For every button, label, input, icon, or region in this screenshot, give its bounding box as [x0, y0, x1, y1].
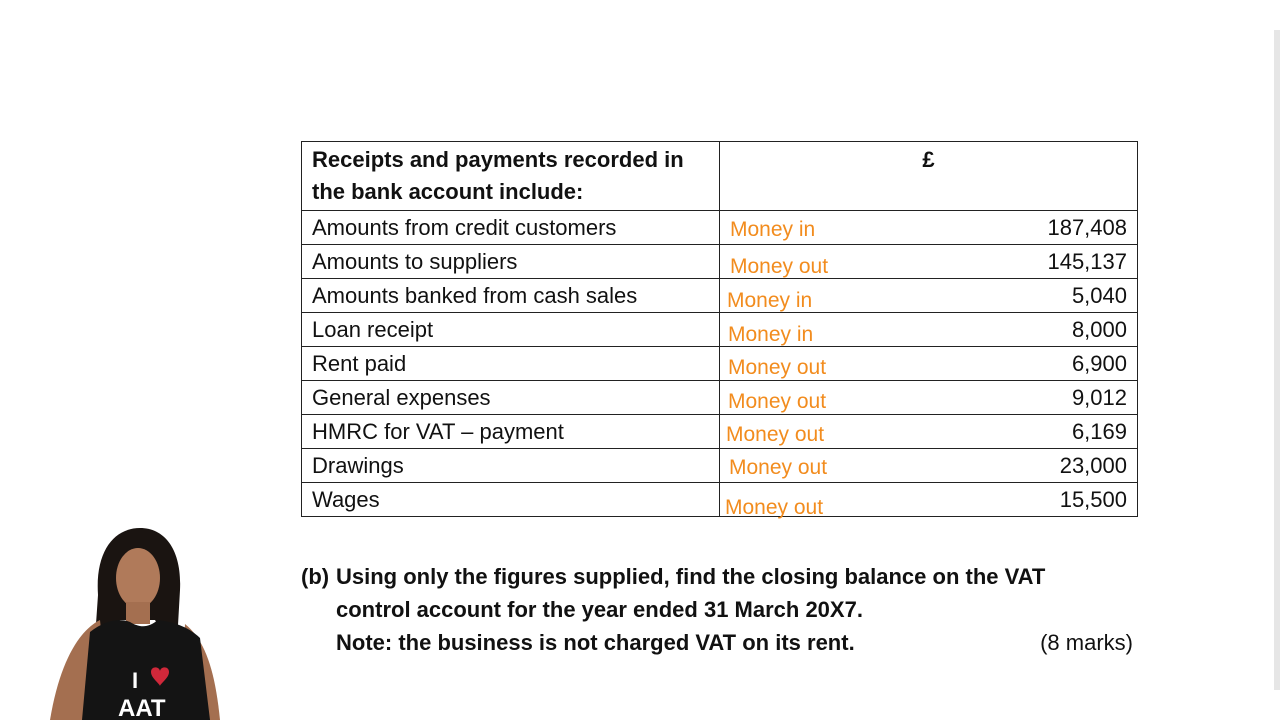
money-annotation: Money out [729, 456, 828, 479]
money-annotation: Money out [725, 496, 824, 519]
row-amount: 15,500 [1059, 487, 1127, 512]
scrollbar[interactable] [1274, 30, 1280, 690]
row-amount: 187,408 [1047, 215, 1127, 240]
row-amount: 6,169 [1071, 419, 1127, 444]
row-amount: 5,040 [1071, 283, 1127, 308]
money-annotation: Money in [727, 289, 813, 312]
money-annotation: Money in [728, 323, 814, 346]
money-annotation: Money out [728, 390, 827, 413]
row-amount: 23,000 [1059, 453, 1127, 478]
table-row [302, 415, 1138, 449]
table-row [302, 313, 1138, 347]
row-amount-cell [720, 381, 1138, 415]
table-row [302, 449, 1138, 483]
row-description: Rent paid [302, 347, 720, 381]
row-description: Loan receipt [302, 313, 720, 347]
row-amount-cell [720, 449, 1138, 483]
table-row [302, 211, 1138, 245]
row-amount-cell [720, 245, 1138, 279]
row-amount-cell [720, 415, 1138, 449]
row-description: Amounts banked from cash sales [302, 279, 720, 313]
question-line-1: Using only the figures supplied, find the closing balance on the VAT [336, 564, 1046, 589]
svg-text:AAT: AAT [118, 695, 166, 720]
money-annotation: Money in [730, 218, 816, 241]
row-description: Amounts to suppliers [302, 245, 720, 279]
row-description: Wages [302, 483, 720, 517]
question-note: Note: the business is not charged VAT on its rent. [336, 630, 855, 655]
money-annotation: Money out [730, 255, 829, 278]
question-line-2: control account for the year ended 31 March 20X7. [336, 597, 863, 622]
table-row [302, 381, 1138, 415]
table-header-row [302, 142, 1138, 211]
presenter-figure [20, 520, 260, 720]
row-amount-cell [720, 313, 1138, 347]
table-row [302, 347, 1138, 381]
row-description: Drawings [302, 449, 720, 483]
table-row [302, 483, 1138, 517]
money-annotation: Money out [726, 423, 825, 446]
row-amount-cell [720, 211, 1138, 245]
amount-header: £ [720, 142, 1138, 211]
money-annotation: Money out [728, 356, 827, 379]
row-amount-cell [720, 279, 1138, 313]
table-row [302, 279, 1138, 313]
row-description: HMRC for VAT – payment [302, 415, 720, 449]
shirt-print: I [132, 668, 139, 693]
row-amount: 9,012 [1071, 385, 1127, 410]
table-row [302, 245, 1138, 279]
row-amount: 145,137 [1047, 249, 1127, 274]
row-amount-cell [720, 483, 1138, 517]
row-description: Amounts from credit customers [302, 211, 720, 245]
description-header: Receipts and payments recorded in the bank account include: [302, 142, 720, 211]
receipts-payments-table [301, 141, 1138, 517]
row-amount: 6,900 [1071, 351, 1127, 376]
question-label: (b) [301, 564, 330, 589]
row-amount-cell [720, 347, 1138, 381]
row-description: General expenses [302, 381, 720, 415]
marks-label: (8 marks) [1040, 630, 1133, 655]
row-amount: 8,000 [1071, 317, 1127, 342]
